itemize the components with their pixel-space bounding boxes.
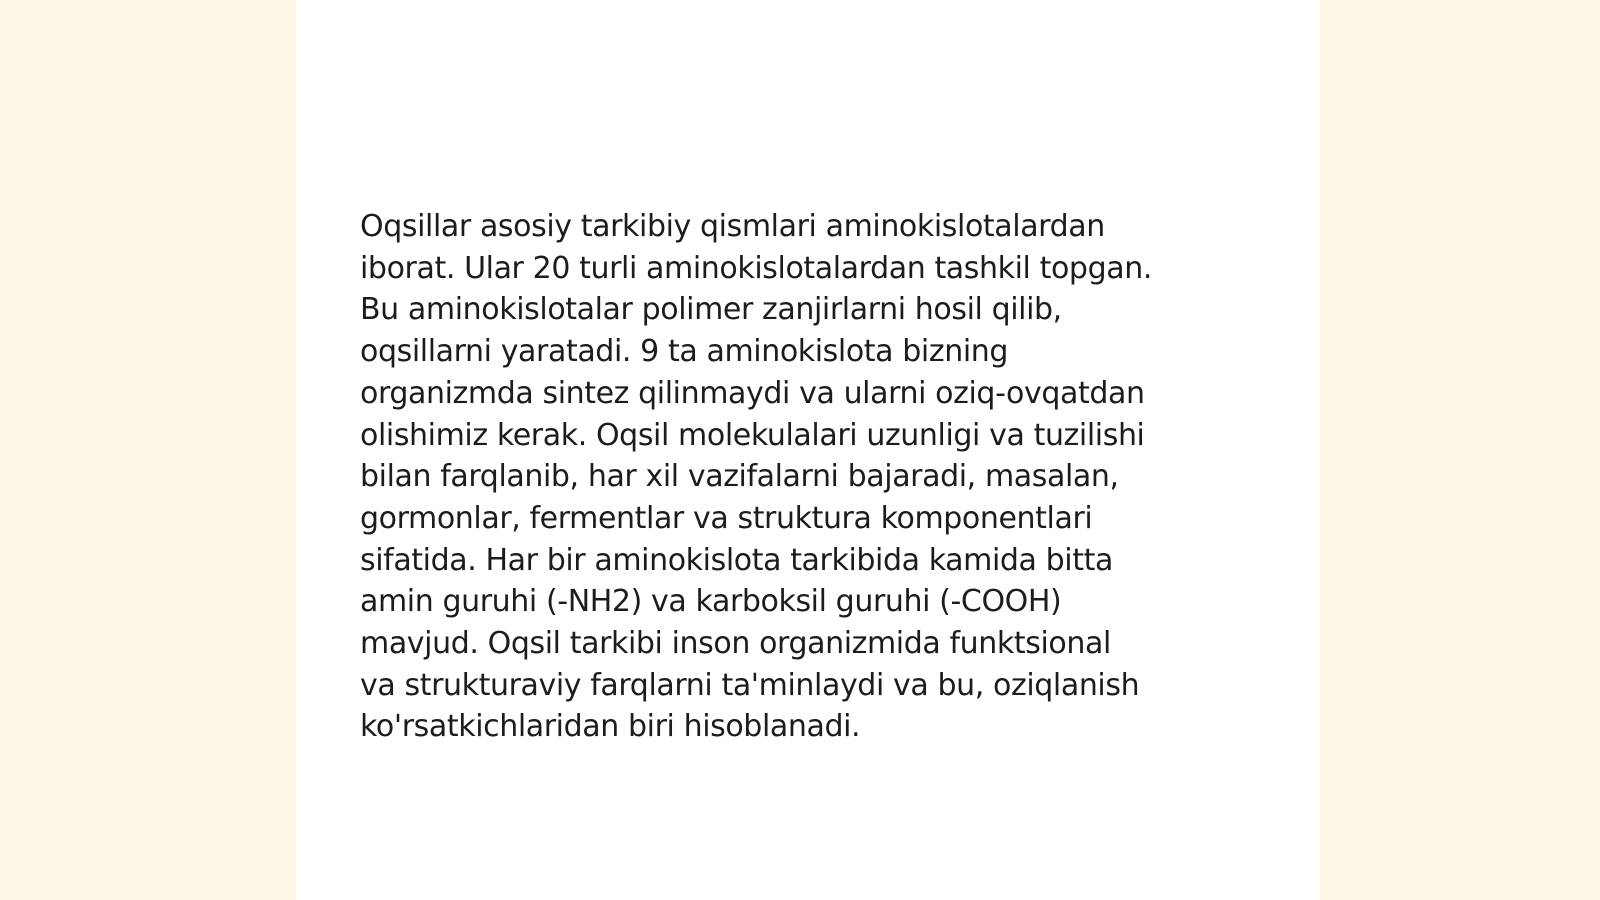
text-line: Bu aminokislotalar polimer zanjirlarni hosil qilib, [360,292,1062,328]
text-line: mavjud. Oqsil tarkibi inson organizmida funktsional [360,626,1111,662]
text-line: ko'rsatkichlaridan biri hisoblanadi. [360,709,861,745]
text-line: bilan farqlanib, har xil vazifalarni bajaradi, masalan, [360,459,1119,495]
text-line: organizmda sintez qilinmaydi va ularni oziq-ovqatdan [360,375,1145,411]
text-line: amin guruhi (-NH2) va karboksil guruhi (-COOH) [360,584,1062,620]
text-line: olishimiz kerak. Oqsil molekulalari uzunligi va tuzilishi [360,417,1145,453]
slide-page [296,0,1320,900]
text-line: oqsillarni yaratadi. 9 ta aminokislota bizning [360,334,1009,370]
text-line: sifatida. Har bir aminokislota tarkibida kamida bitta [360,542,1113,578]
text-line: gormonlar, fermentlar va struktura komponentlari [360,500,1093,536]
text-line: Oqsillar asosiy tarkibiy qismlari aminokislotalardan [360,209,1105,244]
body-paragraph [360,206,1260,748]
text-line: iborat. Ular 20 turli aminokislotalardan tashkil topgan. [360,250,1152,286]
text-line: va strukturaviy farqlarni ta'minlaydi va bu, oziqlanish [360,667,1140,703]
